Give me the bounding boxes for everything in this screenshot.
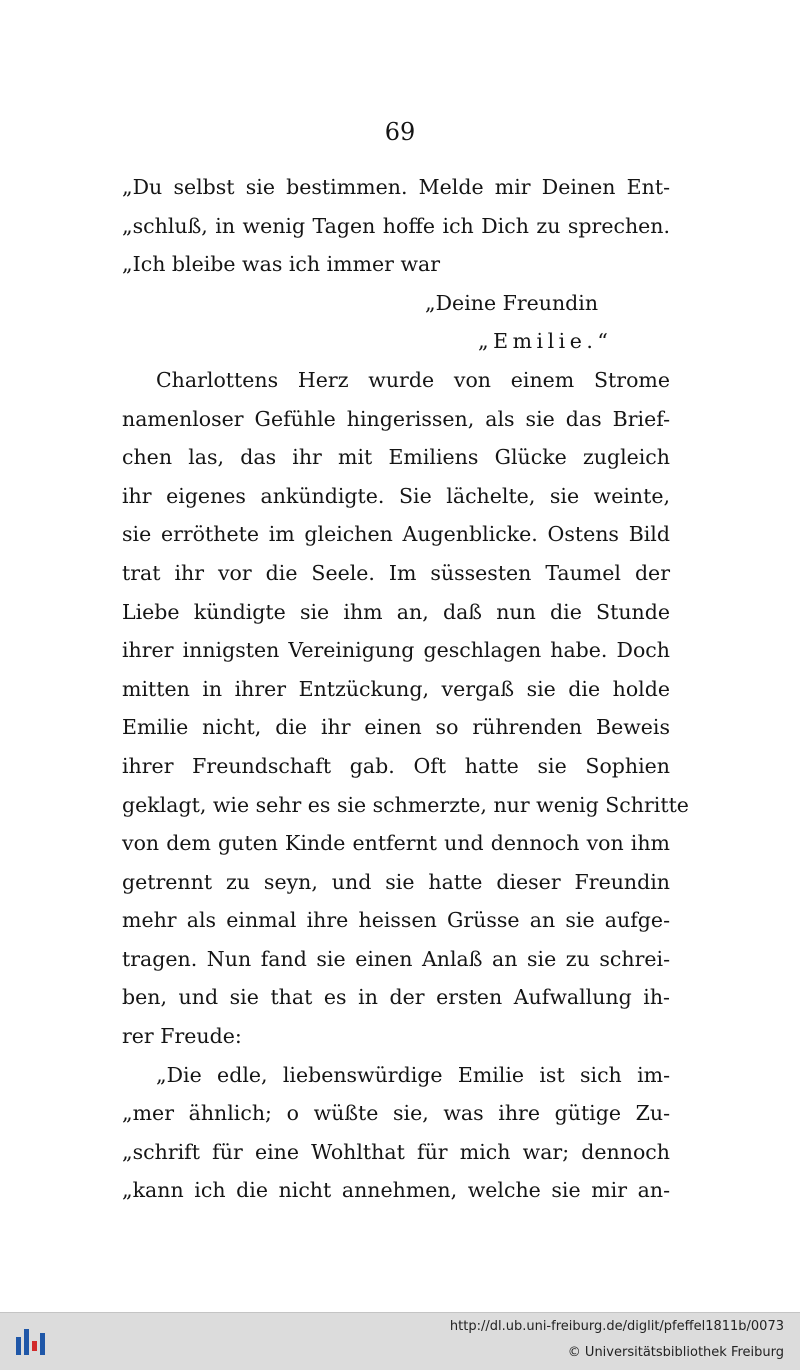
- letter-closing: „Deine Freundin: [425, 290, 599, 315]
- text-line: sie erröthete im gleichen Augenblicke. Ostens Bild: [122, 522, 670, 547]
- viewer-footer: [0, 1312, 800, 1370]
- text-line: ben, und sie that es in der ersten Aufwallung ih-: [122, 985, 670, 1010]
- text-line: ihr eigenes ankündigte. Sie lächelte, sie weinte,: [122, 483, 670, 508]
- page-number: 69: [384, 118, 416, 146]
- text-line: Charlottens Herz wurde von einem Strome: [156, 367, 670, 392]
- text-line: tragen. Nun fand sie einen Anlaß an sie zu schrei-: [122, 946, 670, 971]
- page-url-link[interactable]: http://dl.ub.uni-freiburg.de/diglit/pfeffel1811b/0073: [449, 1319, 784, 1334]
- text-line: trat ihr vor die Seele. Im süssesten Taumel der: [122, 560, 670, 585]
- text-line: ihrer innigsten Vereinigung geschlagen habe. Doch: [122, 638, 670, 663]
- text-line: chen las, das ihr mit Emiliens Glücke zugleich: [122, 445, 670, 470]
- copyright-notice: © Universitätsbibliothek Freiburg: [567, 1345, 784, 1360]
- text-line: Emilie nicht, die ihr einen so rührenden Beweis: [122, 715, 670, 740]
- text-line: „Du selbst sie bestimmen. Melde mir Deinen Ent-: [122, 175, 670, 199]
- text-line: mehr als einmal ihre heissen Grüsse an sie aufge-: [122, 908, 670, 933]
- page-text: [122, 168, 689, 1210]
- text-line: „Die edle, liebenswürdige Emilie ist sich im-: [156, 1062, 670, 1087]
- text-line: getrennt zu seyn, und sie hatte dieser Freundin: [122, 869, 670, 894]
- text-line: Liebe kündigte sie ihm an, daß nun die Stunde: [122, 599, 670, 624]
- text-line: „kann ich die nicht annehmen, welche sie mir an-: [122, 1178, 670, 1203]
- ub-freiburg-logo-icon[interactable]: [14, 1323, 50, 1361]
- text-line: „Ich bleibe was ich immer war: [122, 252, 441, 277]
- text-line: geklagt, wie sehr es sie schmerzte, nur wenig Schritte: [122, 792, 689, 817]
- text-line: „schluß, in wenig Tagen hoffe ich Dich zu sprechen.: [122, 213, 670, 238]
- text-line: von dem guten Kinde entfernt und dennoch von ihm: [122, 831, 670, 856]
- text-line: „schrift für eine Wohlthat für mich war; dennoch: [122, 1139, 670, 1164]
- text-line: ihrer Freundschaft gab. Oft hatte sie Sophien: [122, 753, 670, 778]
- text-line: namenloser Gefühle hingerissen, als sie das Brief-: [122, 406, 670, 431]
- text-line: rer Freude:: [122, 1024, 242, 1049]
- letter-signature: „Emilie.“: [478, 329, 613, 354]
- text-line: mitten in ihrer Entzückung, vergaß sie die holde: [122, 676, 670, 701]
- text-line: „mer ähnlich; o wüßte sie, was ihre gütige Zu-: [122, 1101, 670, 1126]
